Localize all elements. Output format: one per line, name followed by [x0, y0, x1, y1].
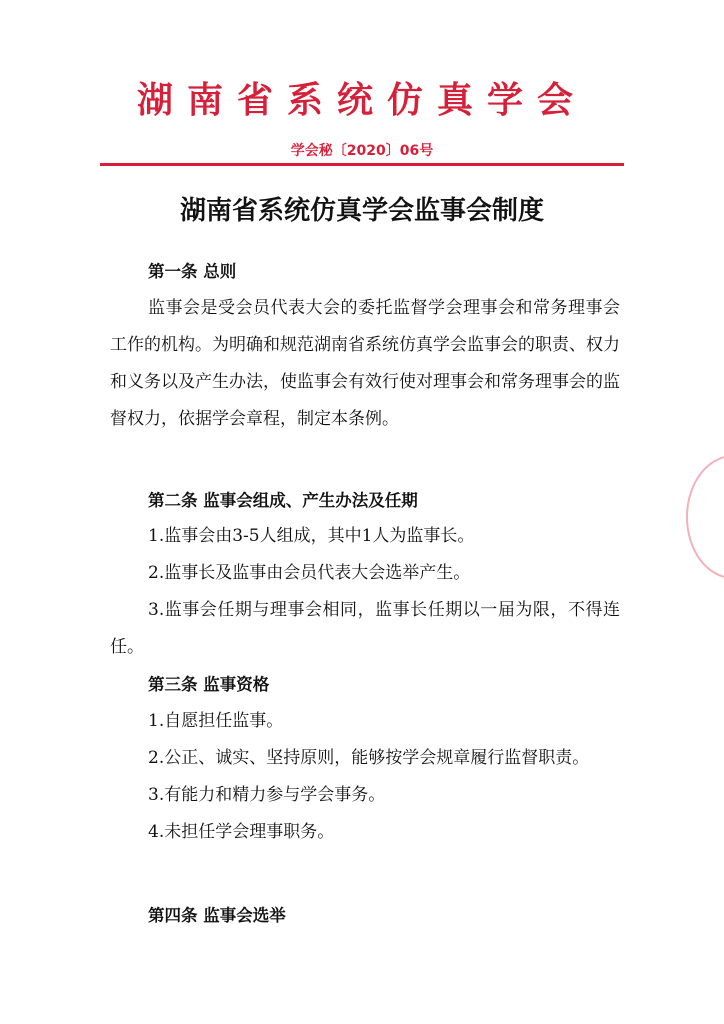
list-item: 1.监事会由3-5人组成，其中1人为监事长。: [148, 526, 475, 546]
document-number: 学会秘〔2020〕06号: [290, 143, 434, 159]
section-1-heading: 第一条 总则: [148, 262, 237, 281]
list-item: 2.公正、诚实、坚持原则，能够按学会规章履行监督职责。: [148, 748, 590, 768]
section-4-heading: 第四条 监事会选举: [148, 906, 286, 925]
section-3-items: [110, 703, 620, 851]
list-item: 4.未担任学会理事职务。: [148, 822, 335, 842]
section-2-heading: 第二条 监事会组成、产生办法及任期: [148, 491, 418, 510]
section-2-items: [110, 518, 620, 666]
section-1-paragraph: 监事会是受会员代表大会的委托监督学会理事会和常务理事会工作的机构。为明确和规范湖南省系统仿真学会监事会的职责、权力和义务以及产生办法，使监事会有效行使对理事会和常务理事会的监督权力，依据学会章程，制定本条例。: [110, 298, 620, 429]
list-item: 3.有能力和精力参与学会事务。: [148, 785, 386, 805]
section-3-heading: 第三条 监事资格: [148, 675, 270, 694]
document-title: 湖南省系统仿真学会监事会制度: [179, 196, 544, 226]
list-item: 3.监事会任期与理事会相同，监事长任期以一届为限，不得连任。: [110, 600, 620, 657]
letterhead-red-rule: [100, 163, 624, 166]
list-item: 2.监事长及监事由会员代表大会选举产生。: [148, 563, 471, 583]
letterhead-org-name: 湖南省系统仿真学会: [136, 79, 587, 121]
list-item: 1.自愿担任监事。: [148, 711, 284, 731]
red-seal-stamp-edge: [686, 455, 724, 579]
